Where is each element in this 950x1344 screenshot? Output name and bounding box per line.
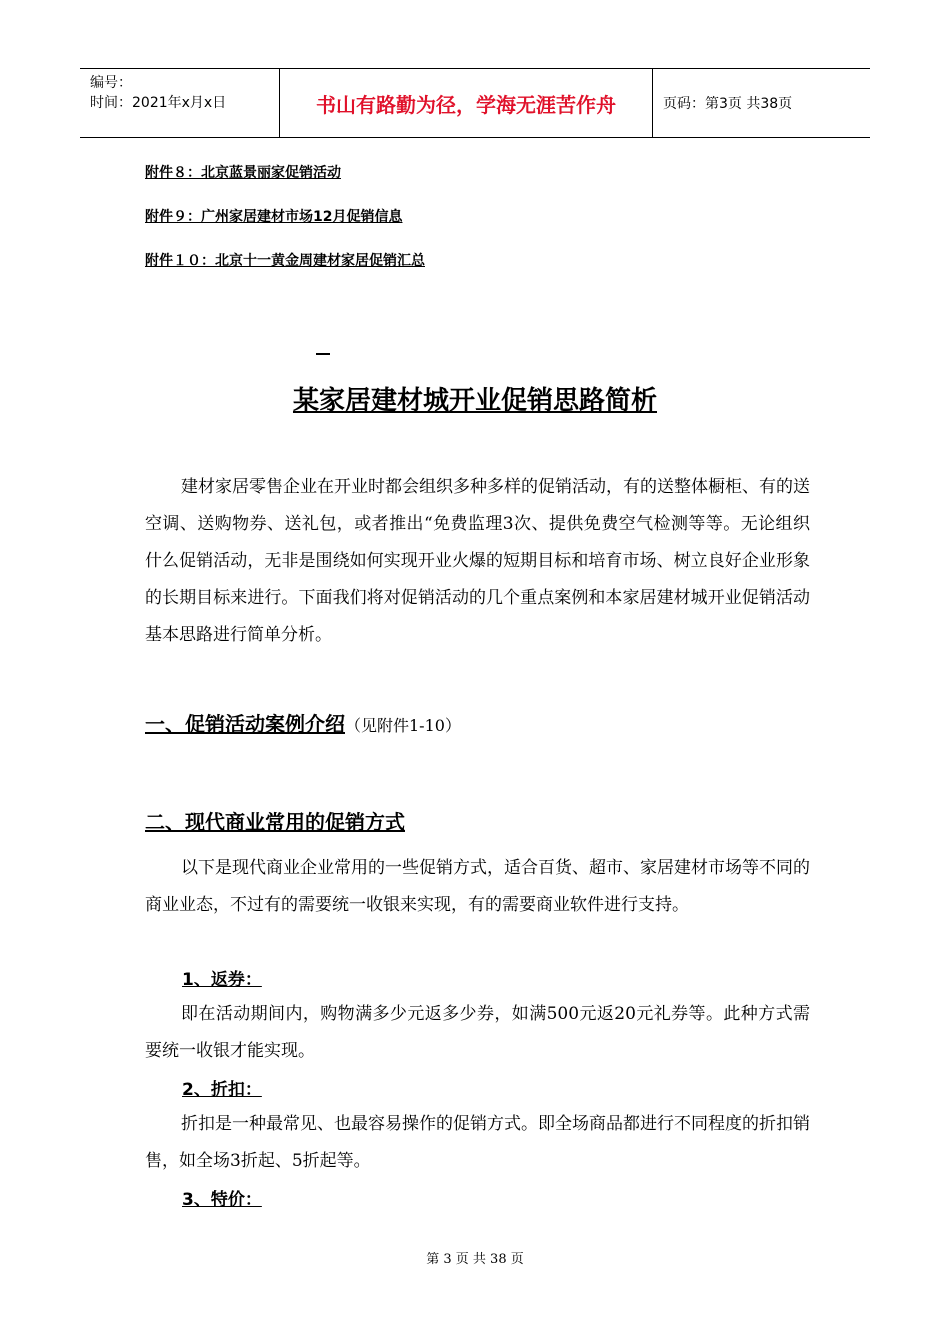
attachment-9[interactable]: 附件９：广州家居建材市场12月促销信息 — [145, 209, 403, 225]
intro-paragraph: 建材家居零售企业在开业时都会组织多种多样的促销活动，有的送整体橱柜、有的送空调、送购物券、送礼包，或者推出“免费监理3次、提供免费空气检测等等。无论组织什么促销活动，无非是围绕如何实现开业火爆的短期目标和培育市场、树立良好企业形象的长期目标来进行。下面我们将对促销活动的几个重点案例和本家居建材城开业促销活动基本思路进行简单分析。 — [145, 477, 810, 645]
item-2-text: 折扣是一种最常见、也最容易操作的促销方式。即全场商品都进行不同程度的折扣销售，如全场3折起、5折起等。 — [145, 1114, 810, 1171]
header-meta — [80, 69, 280, 137]
attachment-10[interactable]: 附件１０：北京十一黄金周建材家居促销汇总 — [145, 253, 425, 269]
section-2-title: 二、现代商业常用的促销方式 — [145, 810, 405, 834]
item-1-label: 1、返券： — [182, 970, 262, 990]
dash-mark — [316, 353, 330, 355]
item-1-text: 即在活动期间内，购物满多少元返多少券，如满500元返20元礼券等。此种方式需要统一收银才能实现。 — [145, 1004, 810, 1061]
header-motto: 书山有路勤为径，学海无涯苦作舟 — [280, 69, 653, 137]
section-1-title: 一、促销活动案例介绍 — [145, 712, 345, 736]
time-label: 时间：2021年x月x日 — [90, 95, 227, 111]
header-table — [80, 68, 870, 138]
document-title: 某家居建材城开业促销思路简析 — [292, 386, 657, 416]
section-1-heading — [145, 708, 461, 737]
attachment-8[interactable]: 附件８：北京蓝景丽家促销活动 — [145, 165, 341, 181]
item-2-label: 2、折扣： — [182, 1080, 262, 1100]
item-3-label: 3、特价： — [182, 1190, 262, 1210]
page-footer: 第 3 页 共 38 页 — [426, 1252, 524, 1267]
section-2-intro: 以下是现代商业企业常用的一些促销方式，适合百货、超市、家居建材市场等不同的商业业态，不过有的需要统一收银来实现，有的需要商业软件进行支持。 — [145, 858, 810, 915]
section-2-heading — [145, 806, 405, 835]
number-label: 编号： — [90, 75, 132, 91]
header-page-info: 页码：第3页 共38页 — [663, 96, 793, 112]
section-1-note: （见附件1-10） — [345, 716, 461, 735]
